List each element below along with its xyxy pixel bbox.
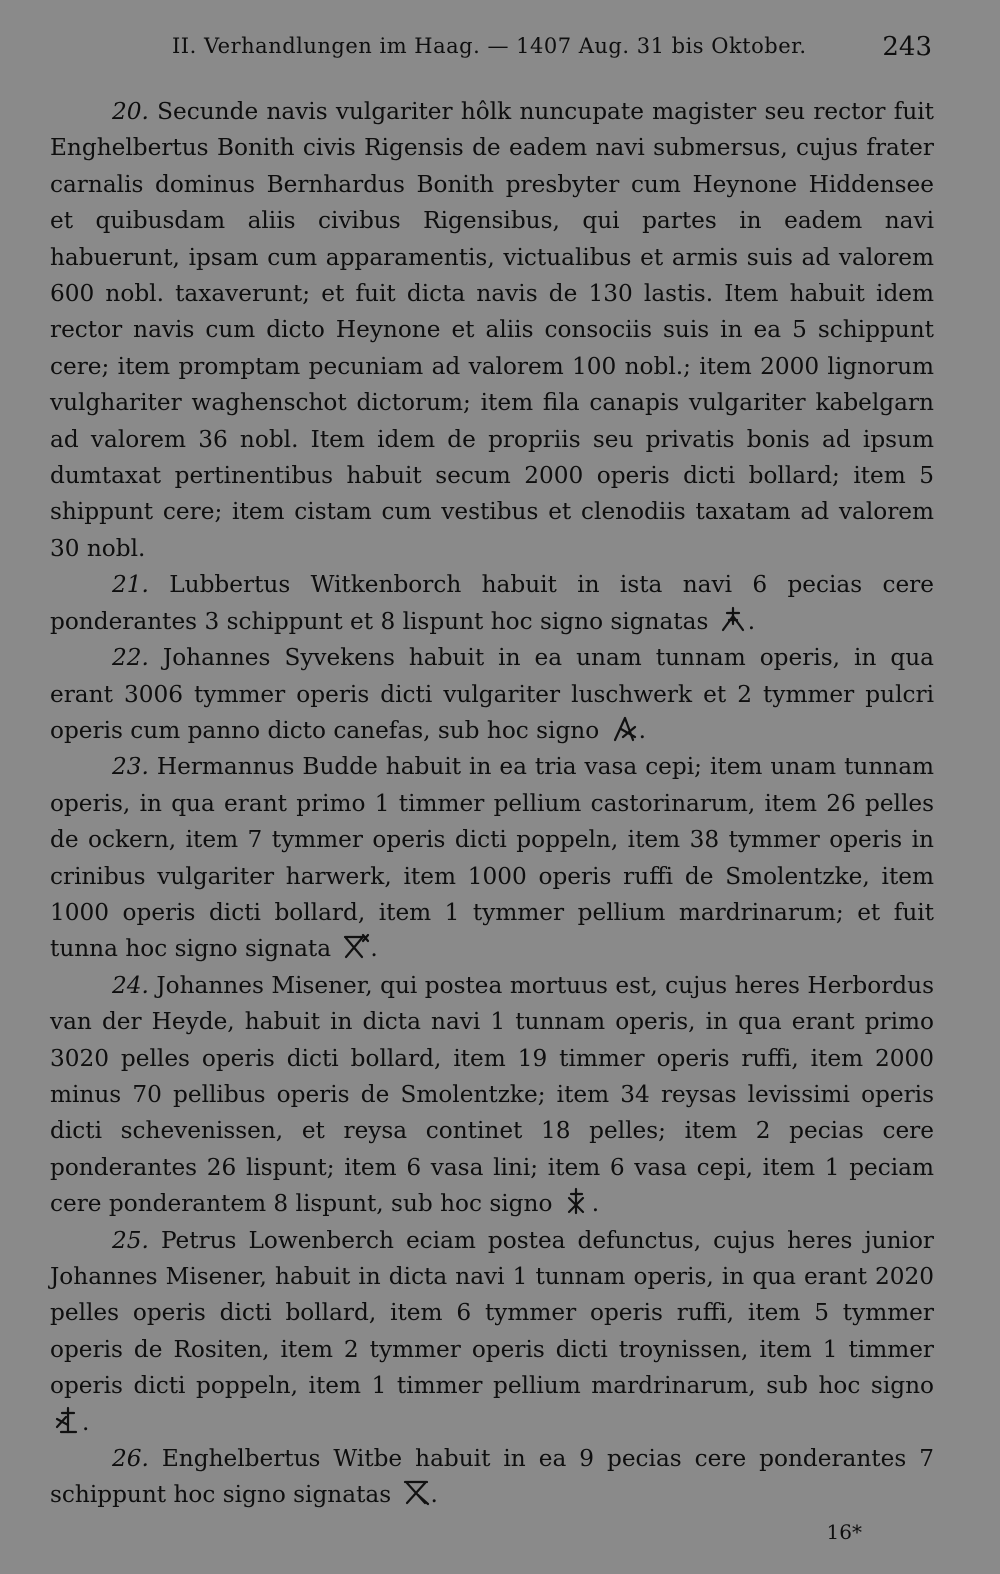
paragraph-text: Petrus Lowenberch eciam postea defunctus, cujus heres junior Johannes Misener, habuit in dicta navi 1 tunnam operis, in qua erant 2020 pelles operis dicti bollard, item 6 tymmer operis ruffi, item 5 tymmer operis de Rositen, item 2 tymmer operis dicti troynissen, item 1 timmer operis dicti poppeln, item 1 timmer pellium mardrinarum, sub hoc signo (50, 1226, 934, 1400)
merchant-mark-3-icon (340, 931, 370, 961)
paragraph-text: Johannes Syvekens habuit in ea unam tunnam operis, in qua erant 3006 tymmer operis dicti vulgariter luschwerk et 2 tymmer pulcri operis cum panno dicto canefas, sub hoc signo (50, 644, 935, 744)
paragraph-text: Lubbertus Witkenborch habuit in ista navi 6 pecias cere ponderantes 3 schippunt et 8 lispunt hoc signo signatas (50, 571, 934, 635)
paragraph-text: Secunde navis vulgariter hôlk nuncupate magister seu rector fuit Enghelbertus Bonith civis Rigensis de eadem navi submersus, cujus frater carnalis dominus Bernhardus Bonith presbyter cum Heynone Hiddensee et quibusdam aliis civibus Rigensibus, qui partes in eadem navi habuerunt, ipsam cum apparamentis, victualibus et armis suis ad valorem 600 nobl. taxaverunt; et fuit dicta navis de 130 lastis. Item habuit idem rector navis cum dicto Heynone et aliis consociis suis in ea 5 schippunt cere; item promptam pecuniam ad valorem 100 nobl.; item 2000 lignorum vulghariter waghenschot dictorum; item fila canapis vulgariter kabelgarn ad valorem 36 nobl. Item idem de propriis seu privatis bonis ad ipsum dumtaxat pertinentibus habuit secum 2000 operis dicti bollard; item 5 shippunt cere; item cistam cum vestibus et clenodiis taxatam ad valorem 30 nobl. (50, 98, 934, 562)
paragraph-text: Johannes Misener, qui postea mortuus est, cujus heres Herbordus van der Heyde, habuit in dicta navi 1 tunnam operis, in qua erant primo 3020 pelles operis dicti bollard, item 19 timmer operis ruffi, item 2000 minus 70 pellibus operis de Smolentzke; item 34 reysas levissimi operis dicti schevenissen, et reysa continet 18 pelles; item 2 pecias cere ponderantes 26 lispunt; item 6 vasa lini; item 6 vasa cepi, item 1 peciam cere ponderantem 8 lispunt, sub hoc signo (50, 971, 934, 1218)
page-header (50, 34, 938, 74)
paragraph-24: 24. Johannes Misener, qui postea mortuus est, cujus heres Herbordus van der Heyde, habuit in dicta navi 1 tunnam operis, in qua erant primo 3020 pelles operis dicti bollard, item 19 timmer operis ruffi, item 2000 minus 70 pellibus operis de Smolentzke; item 34 reysas levissimi operis dicti schevenissen, et reysa continet 18 pelles; item 2 pecias cere ponderantes 26 lispunt; item 6 vasa lini; item 6 vasa cepi, item 1 peciam cere ponderantem 8 lispunt, sub hoc signo . (50, 971, 934, 1218)
paragraph-number: 23. (112, 753, 149, 781)
paragraph-21: 21. Lubbertus Witkenborch habuit in ista navi 6 pecias cere ponderantes 3 schippunt et 8 lispunt hoc signo signatas . (50, 571, 934, 635)
paragraph-number: 21. (112, 571, 149, 599)
paragraph-25: 25. Petrus Lowenberch eciam postea defunctus, cujus heres junior Johannes Misener, habuit in dicta navi 1 tunnam operis, in qua erant 2020 pelles operis dicti bollard, item 6 tymmer operis ruffi, item 5 tymmer operis de Rositen, item 2 tymmer operis dicti troynissen, item 1 timmer operis dicti poppeln, item 1 timmer pellium mardrinarum, sub hoc signo . (50, 1226, 934, 1436)
page-number: 243 (882, 32, 932, 62)
paragraph-23: 23. Hermannus Budde habuit in ea tria vasa cepi; item unam tunnam operis, in qua erant primo 1 timmer pellium castorinarum, item 26 pelles de ockern, item 7 tymmer operis dicti poppeln, item 38 tymmer operis in crinibus vulgariter harwerk, item 1000 operis ruffi de Smolentzke, item 1000 operis dicti bollard, item 1 tymmer pellium mardrinarum; et fuit tunna hoc signo signata . (50, 753, 935, 963)
paragraph-number: 22. (112, 644, 149, 672)
paragraph-26: 26. Enghelbertus Witbe habuit in ea 9 pecias cere ponderantes 7 schippunt hoc signo signatas . (50, 1445, 934, 1509)
paragraph-number: 25. (112, 1226, 149, 1254)
paragraph-number: 24. (112, 971, 149, 999)
merchant-mark-4-icon (562, 1186, 592, 1216)
paragraph-22: 22. Johannes Syvekens habuit in ea unam tunnam operis, in qua erant 3006 tymmer operis dicti vulgariter luschwerk et 2 tymmer pulcri operis cum panno dicto canefas, sub hoc signo . (50, 644, 935, 744)
body-text (50, 94, 934, 1514)
merchant-mark-1-icon (718, 604, 748, 634)
merchant-mark-2-icon (609, 713, 639, 743)
paragraph-number: 20. (112, 98, 149, 125)
merchant-mark-6-icon (401, 1477, 431, 1507)
paragraph-20 (50, 94, 934, 567)
paragraph-number: 26. (112, 1445, 149, 1473)
running-head: II. Verhandlungen im Haag. — 1407 Aug. 31 bis Oktober. (172, 34, 807, 58)
paragraph-text: Enghelbertus Witbe habuit in ea 9 pecias cere ponderantes 7 schippunt hoc signo signatas (50, 1445, 934, 1509)
merchant-mark-5-icon (52, 1405, 82, 1435)
signature-mark: 16* (826, 1520, 862, 1544)
paragraph-text: Hermannus Budde habuit in ea tria vasa cepi; item unam tunnam operis, in qua erant primo 1 timmer pellium castorinarum, item 26 pelles de ockern, item 7 tymmer operis dicti poppeln, item 38 tymmer operis in crinibus vulgariter harwerk, item 1000 operis ruffi de Smolentzke, item 1000 operis dicti bollard, item 1 tymmer pellium mardrinarum; et fuit tunna hoc signo signata (50, 753, 935, 963)
